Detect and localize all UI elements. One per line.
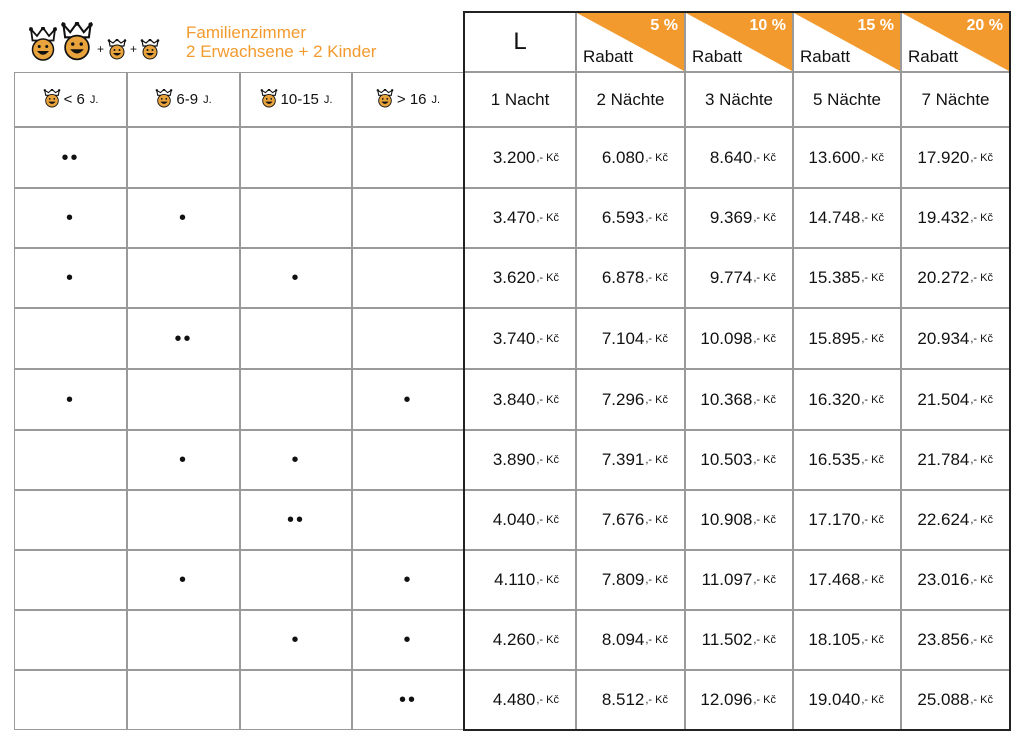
child-icon (155, 89, 173, 110)
occupancy-cell (127, 127, 240, 188)
occupancy-cell (127, 369, 240, 430)
family-header (14, 12, 464, 72)
price-cell (685, 670, 793, 730)
price-currency: ,- Kč (970, 694, 993, 706)
nights-header: 1 Nacht (464, 72, 576, 127)
price-value: 25.088 (917, 690, 970, 709)
occupancy-cell (240, 550, 352, 610)
nights-header: 3 Nächte (685, 72, 793, 127)
price-currency: ,- Kč (970, 151, 993, 164)
price-cell (685, 127, 793, 188)
price-value: 18.105 (808, 630, 861, 649)
price-currency: ,- Kč (753, 272, 776, 284)
price-currency: ,- Kč (753, 514, 776, 526)
child-age-label: 10-15 (280, 91, 319, 108)
price-currency: ,- Kč (536, 454, 559, 466)
price-cell (464, 490, 576, 550)
occupancy-cell (240, 369, 352, 430)
occupancy-cell (14, 188, 127, 248)
child-age-unit: J. (323, 93, 333, 106)
price-cell (576, 490, 685, 550)
occupancy-cell (240, 430, 352, 490)
price-cell (576, 369, 685, 430)
price-value: 7.104 (601, 328, 645, 348)
price-currency: ,- Kč (536, 212, 559, 224)
price-currency: ,- Kč (861, 272, 884, 284)
price-currency: ,- Kč (970, 634, 993, 646)
nights-header: 5 Nächte (793, 72, 901, 127)
price-value: 3.840 (492, 389, 536, 409)
price-currency: ,- Kč (861, 332, 884, 345)
child-age-label: < 6 (63, 91, 85, 108)
price-currency: ,- Kč (861, 694, 884, 706)
price-cell (464, 550, 576, 610)
price-currency: ,- Kč (970, 212, 993, 224)
child-dot: • (178, 569, 188, 591)
price-currency: ,- Kč (536, 151, 559, 164)
price-value: 19.040 (808, 690, 861, 709)
discount-label: Rabatt (800, 47, 851, 66)
price-cell (576, 670, 685, 730)
price-value: 15.385 (808, 268, 861, 287)
price-cell (793, 308, 901, 369)
price-cell (901, 248, 1010, 308)
price-cell (464, 188, 576, 248)
occupancy-cell (14, 127, 127, 188)
occupancy-cell (240, 610, 352, 670)
price-currency: ,- Kč (645, 393, 668, 406)
price-currency: ,- Kč (861, 212, 884, 224)
child-dot: • (65, 207, 75, 229)
price-value: 4.110 (494, 570, 536, 589)
price-value: 14.748 (808, 208, 861, 227)
price-cell (685, 248, 793, 308)
room-title (186, 23, 376, 61)
price-value: 6.878 (601, 268, 645, 287)
occupancy-cell (14, 550, 127, 610)
family-icons (28, 22, 160, 61)
child-icon (376, 89, 394, 110)
price-value: 13.600 (808, 147, 861, 167)
child-dot: • (403, 388, 413, 411)
child-icon (43, 89, 61, 110)
price-value: 16.320 (808, 389, 861, 409)
child-dot: • (65, 267, 75, 289)
price-currency: ,- Kč (645, 514, 668, 526)
price-value: 10.908 (700, 510, 753, 529)
occupancy-cell (352, 430, 464, 490)
room-title-line2: 2 Erwachsene + 2 Kinder (186, 42, 377, 61)
price-cell (793, 610, 901, 670)
price-value: 21.504 (917, 389, 970, 409)
occupancy-cell (352, 610, 464, 670)
occupancy-cell (352, 127, 464, 188)
price-currency: ,- Kč (753, 454, 776, 466)
occupancy-cell (14, 430, 127, 490)
price-currency: ,- Kč (753, 151, 776, 164)
price-cell (464, 670, 576, 730)
price-cell (901, 490, 1010, 550)
price-cell (793, 188, 901, 248)
price-currency: ,- Kč (861, 634, 884, 646)
price-cell (901, 550, 1010, 610)
discount-percent: 5 % (650, 17, 678, 34)
adult-icon (28, 27, 58, 62)
occupancy-cell (240, 490, 352, 550)
price-currency: ,- Kč (861, 514, 884, 526)
price-value: 10.503 (700, 450, 753, 469)
price-cell (464, 127, 576, 188)
child-age-unit: J. (203, 93, 212, 106)
price-currency: ,- Kč (970, 393, 993, 406)
price-currency: ,- Kč (536, 393, 559, 406)
occupancy-cell (127, 610, 240, 670)
price-value: 21.784 (917, 450, 970, 469)
price-value: 4.480 (492, 690, 536, 709)
price-cell (576, 430, 685, 490)
occupancy-cell (352, 248, 464, 308)
price-cell (685, 490, 793, 550)
price-value: 17.468 (808, 570, 861, 589)
room-title-line1: Familienzimmer (186, 23, 306, 42)
price-value: 19.432 (917, 208, 970, 227)
price-cell (793, 550, 901, 610)
price-cell (901, 430, 1010, 490)
price-cell (464, 248, 576, 308)
price-cell (685, 430, 793, 490)
price-value: 3.200 (492, 147, 536, 167)
occupancy-cell (240, 127, 352, 188)
price-value: 23.016 (917, 570, 970, 589)
price-value: 3.740 (492, 328, 536, 348)
child-age-header (352, 72, 464, 127)
child-age-label: > 16 (396, 91, 427, 108)
price-cell (793, 127, 901, 188)
occupancy-cell (352, 490, 464, 550)
price-currency: ,- Kč (753, 694, 776, 706)
price-currency: ,- Kč (970, 332, 993, 345)
price-value: 6.593 (601, 208, 645, 227)
discount-header (576, 12, 685, 72)
price-cell (464, 610, 576, 670)
price-cell (685, 550, 793, 610)
child-icon (107, 39, 127, 62)
occupancy-cell (14, 670, 127, 730)
price-currency: ,- Kč (753, 574, 776, 586)
price-value: 11.502 (701, 630, 753, 649)
child-dot: •• (398, 689, 417, 711)
price-cell (901, 610, 1010, 670)
price-cell (576, 248, 685, 308)
price-value: 7.809 (601, 570, 645, 589)
price-value: 3.620 (492, 268, 536, 287)
occupancy-cell (352, 308, 464, 369)
price-cell (901, 670, 1010, 730)
price-currency: ,- Kč (645, 212, 668, 224)
price-cell (901, 127, 1010, 188)
price-value: 3.470 (492, 208, 536, 227)
child-dot: • (178, 449, 188, 471)
discount-percent: 15 % (857, 17, 894, 34)
price-value: 10.368 (700, 389, 753, 409)
price-cell (464, 369, 576, 430)
occupancy-cell (127, 430, 240, 490)
price-value: 20.272 (917, 268, 970, 287)
plus-sign: + (130, 41, 138, 56)
occupancy-cell (127, 248, 240, 308)
occupancy-cell (127, 188, 240, 248)
price-value: 8.512 (601, 690, 645, 709)
discount-label: Rabatt (908, 47, 959, 66)
price-value: 9.369 (709, 208, 753, 227)
occupancy-cell (14, 248, 127, 308)
price-currency: ,- Kč (536, 332, 559, 345)
price-value: 20.934 (917, 328, 970, 348)
price-currency: ,- Kč (645, 694, 668, 706)
price-cell (793, 490, 901, 550)
price-currency: ,- Kč (861, 574, 884, 586)
price-cell (576, 610, 685, 670)
price-cell (576, 188, 685, 248)
price-value: 17.920 (917, 147, 970, 167)
price-currency: ,- Kč (645, 272, 668, 284)
price-value: 15.895 (808, 328, 861, 348)
discount-header (901, 12, 1010, 72)
occupancy-cell (352, 550, 464, 610)
price-cell (685, 188, 793, 248)
price-value: 12.096 (700, 690, 753, 709)
price-value: 7.676 (601, 510, 645, 529)
occupancy-cell (240, 670, 352, 730)
occupancy-cell (14, 610, 127, 670)
price-value: 6.080 (601, 147, 645, 167)
price-value: 16.535 (808, 450, 861, 469)
price-cell (901, 369, 1010, 430)
child-age-header (14, 72, 127, 127)
price-cell (793, 369, 901, 430)
occupancy-cell (127, 308, 240, 369)
discount-label: Rabatt (583, 47, 634, 66)
price-value: 23.856 (917, 630, 970, 649)
price-currency: ,- Kč (970, 514, 993, 526)
occupancy-cell (240, 308, 352, 369)
price-cell (464, 430, 576, 490)
occupancy-cell (240, 188, 352, 248)
price-cell (685, 308, 793, 369)
occupancy-cell (352, 670, 464, 730)
price-currency: ,- Kč (753, 332, 776, 345)
price-currency: ,- Kč (753, 393, 776, 406)
price-value: 11.097 (701, 570, 753, 589)
price-cell (685, 369, 793, 430)
occupancy-cell (352, 188, 464, 248)
price-value: 8.094 (601, 630, 645, 649)
child-dot: • (403, 629, 413, 651)
discount-label: Rabatt (692, 47, 743, 66)
price-currency: ,- Kč (753, 212, 776, 224)
occupancy-cell (14, 369, 127, 430)
child-age-unit: J. (89, 93, 99, 106)
price-currency: ,- Kč (536, 634, 559, 646)
price-currency: ,- Kč (861, 393, 884, 406)
price-value: 4.040 (492, 510, 536, 529)
price-currency: ,- Kč (970, 454, 993, 466)
adult-icon (60, 22, 94, 61)
occupancy-cell (240, 248, 352, 308)
discount-header (793, 12, 901, 72)
child-age-unit: J. (431, 93, 441, 106)
price-currency: ,- Kč (536, 514, 559, 526)
child-dot: • (291, 267, 301, 289)
child-dot: •• (61, 146, 80, 169)
discount-header (685, 12, 793, 72)
price-currency: ,- Kč (536, 272, 559, 284)
price-value: 4.260 (492, 630, 536, 649)
price-value: 22.624 (917, 510, 970, 529)
occupancy-cell (14, 308, 127, 369)
price-currency: ,- Kč (970, 574, 993, 586)
price-cell (901, 308, 1010, 369)
price-value: 7.296 (601, 389, 645, 409)
nights-header: 7 Nächte (901, 72, 1010, 127)
price-cell (576, 550, 685, 610)
price-cell (793, 670, 901, 730)
child-age-header (127, 72, 240, 127)
price-currency: ,- Kč (645, 574, 668, 586)
child-dot: • (291, 629, 301, 651)
price-currency: ,- Kč (645, 454, 668, 466)
price-cell (793, 248, 901, 308)
occupancy-cell (352, 369, 464, 430)
price-currency: ,- Kč (645, 151, 668, 164)
child-dot: • (291, 449, 301, 471)
price-currency: ,- Kč (536, 694, 559, 706)
price-value: 9.774 (709, 268, 753, 287)
discount-percent: 10 % (749, 17, 786, 34)
price-currency: ,- Kč (970, 272, 993, 284)
price-cell (685, 610, 793, 670)
child-dot: • (65, 388, 75, 411)
child-age-header (240, 72, 352, 127)
child-icon (260, 89, 278, 110)
price-cell (576, 308, 685, 369)
price-value: 7.391 (601, 450, 645, 469)
price-value: 8.640 (709, 147, 753, 167)
occupancy-cell (127, 490, 240, 550)
child-age-label: 6-9 (176, 91, 199, 108)
price-cell (576, 127, 685, 188)
price-cell (901, 188, 1010, 248)
occupancy-cell (127, 670, 240, 730)
child-dot: •• (174, 327, 193, 350)
price-cell (793, 430, 901, 490)
price-currency: ,- Kč (645, 634, 668, 646)
child-dot: • (403, 569, 413, 591)
price-value: 17.170 (808, 510, 861, 529)
occupancy-cell (14, 490, 127, 550)
occupancy-cell (127, 550, 240, 610)
child-dot: • (178, 207, 188, 229)
price-value: 3.890 (492, 450, 536, 469)
price-currency: ,- Kč (536, 574, 559, 586)
price-currency: ,- Kč (861, 151, 884, 164)
price-currency: ,- Kč (861, 454, 884, 466)
room-letter-cell: L (464, 12, 576, 72)
child-dot: •• (286, 509, 305, 531)
price-cell (464, 308, 576, 369)
nights-header: 2 Nächte (576, 72, 685, 127)
discount-percent: 20 % (966, 17, 1003, 34)
child-icon (140, 39, 160, 62)
price-currency: ,- Kč (645, 332, 668, 345)
plus-sign: + (97, 41, 105, 56)
price-value: 10.098 (700, 328, 753, 348)
price-currency: ,- Kč (753, 634, 776, 646)
